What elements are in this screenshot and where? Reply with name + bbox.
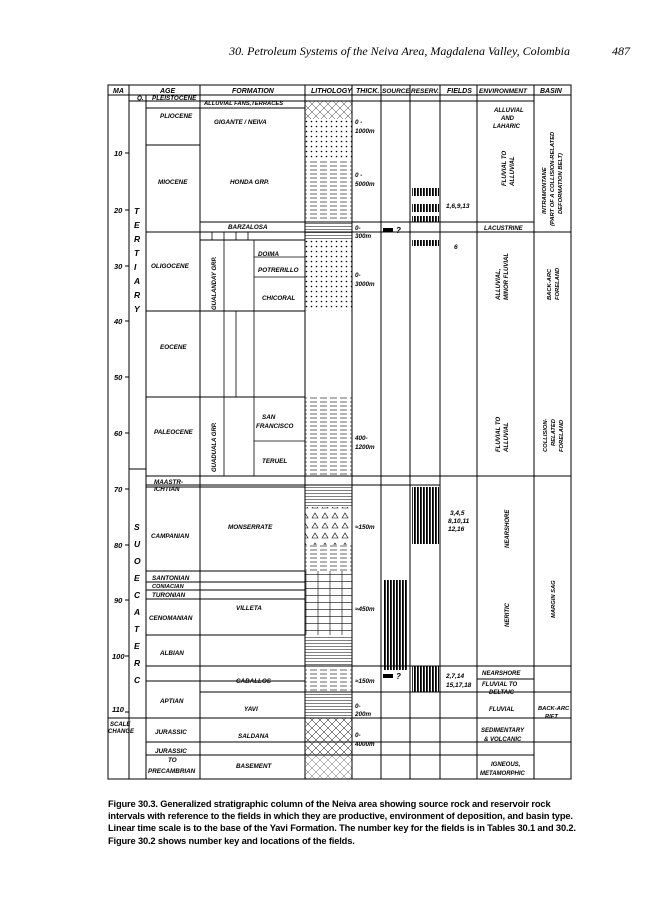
age-paleocene: PALEOCENE [154,429,193,436]
age-cenomanian: CENOMANIAN [149,615,193,622]
fields-barzalosa: 6 [454,244,458,251]
period-letter: T [134,624,140,634]
figure-caption: Figure 30.3. Generalized stratigraphic column of the Neiva area showing source rock and reservoir rock intervals with reference to the fields in which they are productive, environment of deposition, and basin type. Linear time scale is to the base of the Yavi Formation. The number key for the fields is in Tables 30.1 and 30.2. Figure 30.2 shows number key and locations of the fields. [108,799,576,846]
change-label: CHANGE [108,729,135,735]
age-maastrichtian: MAASTR- [154,479,184,486]
scale-label: SCALE [110,722,131,728]
period-letter: R [134,290,141,300]
basin-back-arc-rift: BACK-ARC [538,706,570,712]
thick: 300m [355,233,372,240]
env-alluvial: ALLUVIAL [494,108,524,114]
age-eocene: EOCENE [160,344,187,351]
formation-san-francisco: SAN [262,414,276,421]
env-lacustrine: LACUSTRINE [484,226,523,232]
period-letter: S [134,522,140,532]
period-letter: C [134,675,141,685]
col-header-formation: FORMATION [232,88,274,95]
col-header-fields: FIELDS [447,88,472,95]
env-alluvial: LAHARIC [493,124,520,130]
col-header-source: SOURCE [382,88,410,95]
thick: 1200m [355,444,375,451]
fields-caballos: 15,17,18 [446,682,472,689]
source-intervals [383,228,408,678]
thick: 0- [355,703,361,710]
age-jurassic: JURASSIC [155,729,187,736]
thick: 1000m [355,128,375,135]
age-precambrian: PRECAMBRIAN [148,768,196,775]
age-maastrichtian: ICHTIAN [154,486,180,493]
period-letter: E [134,641,140,651]
env-alluvial: AND [501,116,514,122]
basin-margin-sag: MARGIN SAG [551,580,557,618]
thick: 0- [355,272,361,279]
time-tick: 80 [114,541,123,550]
period-letter: C [134,590,141,600]
env-sedimentary: SEDIMENTARY [481,728,525,734]
source-uncertain: ? [396,226,401,235]
formation-honda: HONDA GRP. [230,179,270,186]
formation-saldana: SALDANA [238,733,269,740]
basin-back-arc: FORELAND [555,267,561,300]
basin-intramontane: INTRAMONTANE [542,167,548,214]
formation-gigante: GIGANTE / NEIVA [214,119,267,126]
reservoir-intervals [412,188,439,692]
formation-doima: DOIMA [258,251,279,258]
env-fluvial-alluvial: FLUVIAL TO [502,150,508,186]
basin-intramontane: (PART OF A COLLISION-RELATED [550,131,556,226]
time-tick: 40 [114,317,123,326]
age-pliocene: PLIOCENE [160,113,193,120]
age-to: TO [168,757,177,764]
thick: 5000m [355,181,375,188]
env-fluvial-alluvial-2: FLUVIAL TO [496,416,502,452]
period-letter: A [134,276,141,286]
period-letter: R [134,234,141,244]
env-neritic: NERITIC [505,603,511,627]
time-tick: 50 [114,373,123,382]
formation-chicoral: CHICORAL [262,295,296,302]
env-nearshore-2: NEARSHORE [482,671,521,677]
env-igneous: IGNEOUS, [491,762,521,768]
age-campanian: CAMPANIAN [151,533,190,540]
thick: 3000m [355,281,375,288]
thick: 200m [355,711,372,718]
thick: 0 - [355,172,363,179]
env-fluvial-alluvial-2: ALLUVIAL [504,422,510,452]
period-letter: E [134,573,140,583]
env-fluvial-deltaic: DELTAIC [489,690,515,696]
thick: 0- [355,225,361,232]
col-header-ma: MA [113,88,124,95]
formation-aluvial: ALLUVIAL FANS,TERRACES [204,101,284,107]
age-santonian: SANTONIAN [152,575,190,582]
thick: 0- [355,732,361,739]
time-tick: 110 [112,705,124,714]
env-fluvial-alluvial: ALLUVIAL [510,156,516,186]
env-alluvial-minor: ALLUVIAL, [496,268,502,300]
formation-yavi: YAVI [244,706,258,713]
age-q: Q. [137,95,144,102]
time-tick: 90 [114,596,123,605]
running-title: 30. Petroleum Systems of the Neiva Area, Magdalena Valley, Colombia [229,44,570,58]
basin-collision: FORELAND [559,419,565,452]
page-number: 487 [612,44,630,58]
time-tick: 100 [112,652,125,661]
thick: ≈150m [355,524,375,531]
col-header-environment: ENVIRONMENT [479,88,528,95]
formation-guaduala: GUADUALA GRP. [212,422,218,472]
period-letter: R [134,658,141,668]
age-coniacian: CONIACIAN [152,584,184,590]
age-oligocene: OLIGOCENE [151,263,189,270]
formation-villeta: VILLETA [236,605,262,612]
thick: ≈450m [355,606,375,613]
period-letter: A [134,607,141,617]
formation-barzalosa: BARZALOSA [228,224,268,231]
col-header-basin: BASIN [540,88,562,95]
thick: 4000m [355,741,375,748]
thick: 0 - [355,119,363,126]
time-tick: 70 [114,485,123,494]
time-tick: 30 [114,262,123,271]
period-letter: I [134,262,137,272]
formation-potrerillo: POTRERILLO [258,267,299,274]
period-letter: T [134,206,140,216]
env-sedimentary: & VOLCANIC [484,737,522,743]
formation-san-francisco: FRANCISCO [256,423,294,430]
formation-caballos: CABALLOS [236,678,271,685]
formation-monserrate: MONSERRATE [228,524,273,531]
fields-monserrate: 12,16 [448,526,465,533]
col-header-thickness: THICK. [356,88,380,95]
period-letter: T [134,248,140,258]
basin-intramontane: DEFORMATION BELT) [558,153,564,214]
basin-collision: RELATED [551,419,557,446]
age-miocene: MIOCENE [158,179,188,186]
env-igneous: METAMORPHIC [480,771,525,777]
env-nearshore: NEARSHORE [505,509,511,548]
env-alluvial-minor: MINOR FLUVIAL [504,253,510,300]
col-header-lithology: LITHOLOGY [311,88,352,95]
age-albian: ALBIAN [160,650,184,657]
formation-gualanday: GUALANDAY GRP. [212,256,218,310]
basin-back-arc-rift: RIFT [545,714,558,720]
fields-honda: 1,6,9,13 [446,203,470,210]
time-tick: 20 [114,206,123,215]
basin-collision: COLLISION- [543,418,549,452]
period-letter: E [134,220,140,230]
fields-monserrate: 8,10,11 [448,518,470,525]
env-fluvial: FLUVIAL [489,707,515,713]
env-fluvial-deltaic: FLUVIAL TO [482,682,518,688]
period-letter: O [134,556,141,566]
time-tick: 60 [114,429,123,438]
fields-monserrate: 3,4,5 [450,510,465,517]
period-letter: Y [134,304,140,314]
basin-back-arc: BACK-ARC [547,268,553,300]
formation-basement: BASEMENT [236,763,272,770]
thick: ≈150m [355,678,375,685]
age-jurassic-to: JURASSIC [155,748,187,755]
thick: 400- [355,435,368,442]
period-letter: U [134,539,141,549]
col-header-age: AGE [160,88,176,95]
age-aptian: APTIAN [160,698,184,705]
time-tick: 10 [114,149,123,158]
source-uncertain: ? [396,672,401,681]
col-header-reservoir: RESERV. [411,88,439,95]
fields-caballos: 2,7,14 [446,673,465,680]
age-pleistocene: PLEISTOCENE [152,95,197,102]
age-turonian: TURONIAN [152,592,186,599]
formation-teruel: TERUEL [262,458,288,465]
